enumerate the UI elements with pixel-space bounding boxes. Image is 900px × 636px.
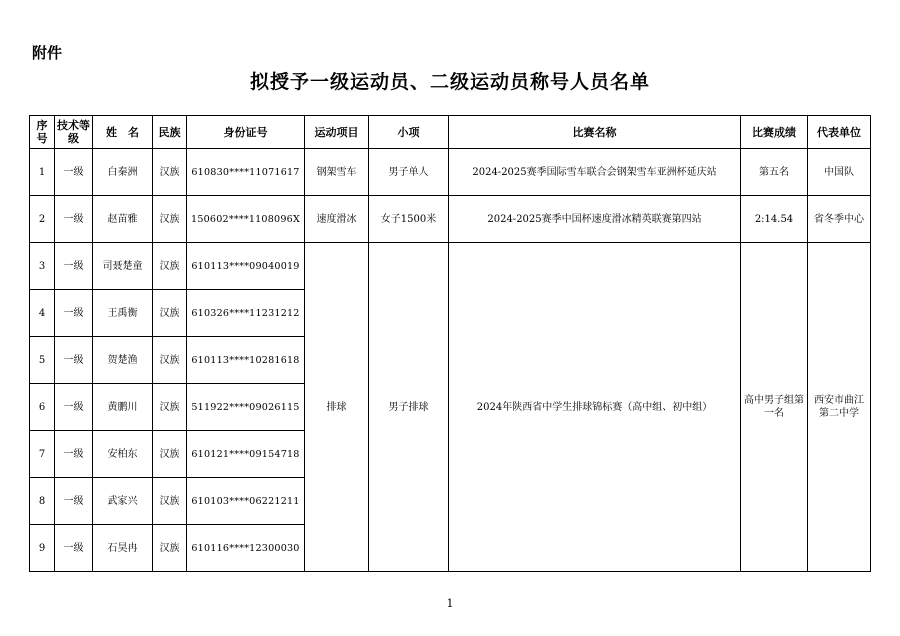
cell-id-number: 610326****11231212 xyxy=(187,290,305,337)
cell-event: 男子单人 xyxy=(369,149,449,196)
cell-unit: 中国队 xyxy=(808,149,871,196)
cell-seq: 4 xyxy=(30,290,55,337)
cell-name: 白秦洲 xyxy=(93,149,153,196)
cell-name: 武家兴 xyxy=(93,478,153,525)
cell-ethnicity: 汉族 xyxy=(153,478,187,525)
cell-ethnicity: 汉族 xyxy=(153,243,187,290)
cell-level: 一级 xyxy=(55,149,93,196)
cell-name: 安柏东 xyxy=(93,431,153,478)
cell-sport: 钢架雪车 xyxy=(305,149,369,196)
header-competition: 比赛名称 xyxy=(449,116,741,149)
cell-level: 一级 xyxy=(55,290,93,337)
cell-ethnicity: 汉族 xyxy=(153,149,187,196)
attachment-label: 附件 xyxy=(32,44,63,62)
cell-result: 2:14.54 xyxy=(741,196,808,243)
header-event: 小项 xyxy=(369,116,449,149)
table-row xyxy=(30,243,871,290)
cell-id-number: 150602****1108096X xyxy=(187,196,305,243)
cell-id-number: 610116****12300030 xyxy=(187,525,305,572)
table-header-row xyxy=(30,116,871,149)
cell-name: 司聂楚童 xyxy=(93,243,153,290)
page-number: 1 xyxy=(446,597,454,610)
cell-name: 贺楚渔 xyxy=(93,337,153,384)
table-row xyxy=(30,149,871,196)
header-sport: 运动项目 xyxy=(305,116,369,149)
cell-id-number: 610830****11071617 xyxy=(187,149,305,196)
cell-level: 一级 xyxy=(55,337,93,384)
header-id-number: 身份证号 xyxy=(187,116,305,149)
header-ethnicity: 民族 xyxy=(153,116,187,149)
cell-id-number: 610113****09040019 xyxy=(187,243,305,290)
athlete-roster-table xyxy=(29,115,871,572)
cell-level: 一级 xyxy=(55,384,93,431)
header-name: 姓 名 xyxy=(93,116,153,149)
cell-name: 赵苗雅 xyxy=(93,196,153,243)
header-seq: 序号 xyxy=(30,116,55,149)
cell-competition: 2024-2025赛季国际雪车联合会钢架雪车亚洲杯延庆站 xyxy=(449,149,741,196)
header-unit: 代表单位 xyxy=(808,116,871,149)
cell-id-number: 511922****09026115 xyxy=(187,384,305,431)
merged-cell-unit: 西安市曲江第二中学 xyxy=(808,243,871,572)
document-title: 拟授予一级运动员、二级运动员称号人员名单 xyxy=(249,71,650,93)
cell-event: 女子1500米 xyxy=(369,196,449,243)
cell-level: 一级 xyxy=(55,478,93,525)
cell-ethnicity: 汉族 xyxy=(153,431,187,478)
cell-ethnicity: 汉族 xyxy=(153,196,187,243)
cell-ethnicity: 汉族 xyxy=(153,337,187,384)
cell-seq: 1 xyxy=(30,149,55,196)
cell-level: 一级 xyxy=(55,525,93,572)
merged-cell-sport: 排球 xyxy=(305,243,369,572)
cell-level: 一级 xyxy=(55,196,93,243)
cell-unit: 省冬季中心 xyxy=(808,196,871,243)
cell-level: 一级 xyxy=(55,431,93,478)
cell-id-number: 610103****06221211 xyxy=(187,478,305,525)
cell-seq: 3 xyxy=(30,243,55,290)
cell-level: 一级 xyxy=(55,243,93,290)
cell-result: 第五名 xyxy=(741,149,808,196)
cell-seq: 7 xyxy=(30,431,55,478)
cell-seq: 2 xyxy=(30,196,55,243)
cell-name: 王禹衡 xyxy=(93,290,153,337)
table-row xyxy=(30,196,871,243)
cell-ethnicity: 汉族 xyxy=(153,290,187,337)
merged-cell-event: 男子排球 xyxy=(369,243,449,572)
cell-competition: 2024-2025赛季中国杯速度滑冰精英联赛第四站 xyxy=(449,196,741,243)
cell-seq: 9 xyxy=(30,525,55,572)
cell-ethnicity: 汉族 xyxy=(153,525,187,572)
cell-ethnicity: 汉族 xyxy=(153,384,187,431)
cell-name: 黄鹏川 xyxy=(93,384,153,431)
cell-sport: 速度滑冰 xyxy=(305,196,369,243)
header-result: 比赛成绩 xyxy=(741,116,808,149)
cell-name: 石昊冉 xyxy=(93,525,153,572)
cell-id-number: 610121****09154718 xyxy=(187,431,305,478)
cell-seq: 8 xyxy=(30,478,55,525)
header-level: 技术等级 xyxy=(55,116,93,149)
cell-seq: 6 xyxy=(30,384,55,431)
merged-cell-result: 高中男子组第一名 xyxy=(741,243,808,572)
cell-id-number: 610113****10281618 xyxy=(187,337,305,384)
merged-cell-competition: 2024年陕西省中学生排球锦标赛（高中组、初中组） xyxy=(449,243,741,572)
cell-seq: 5 xyxy=(30,337,55,384)
